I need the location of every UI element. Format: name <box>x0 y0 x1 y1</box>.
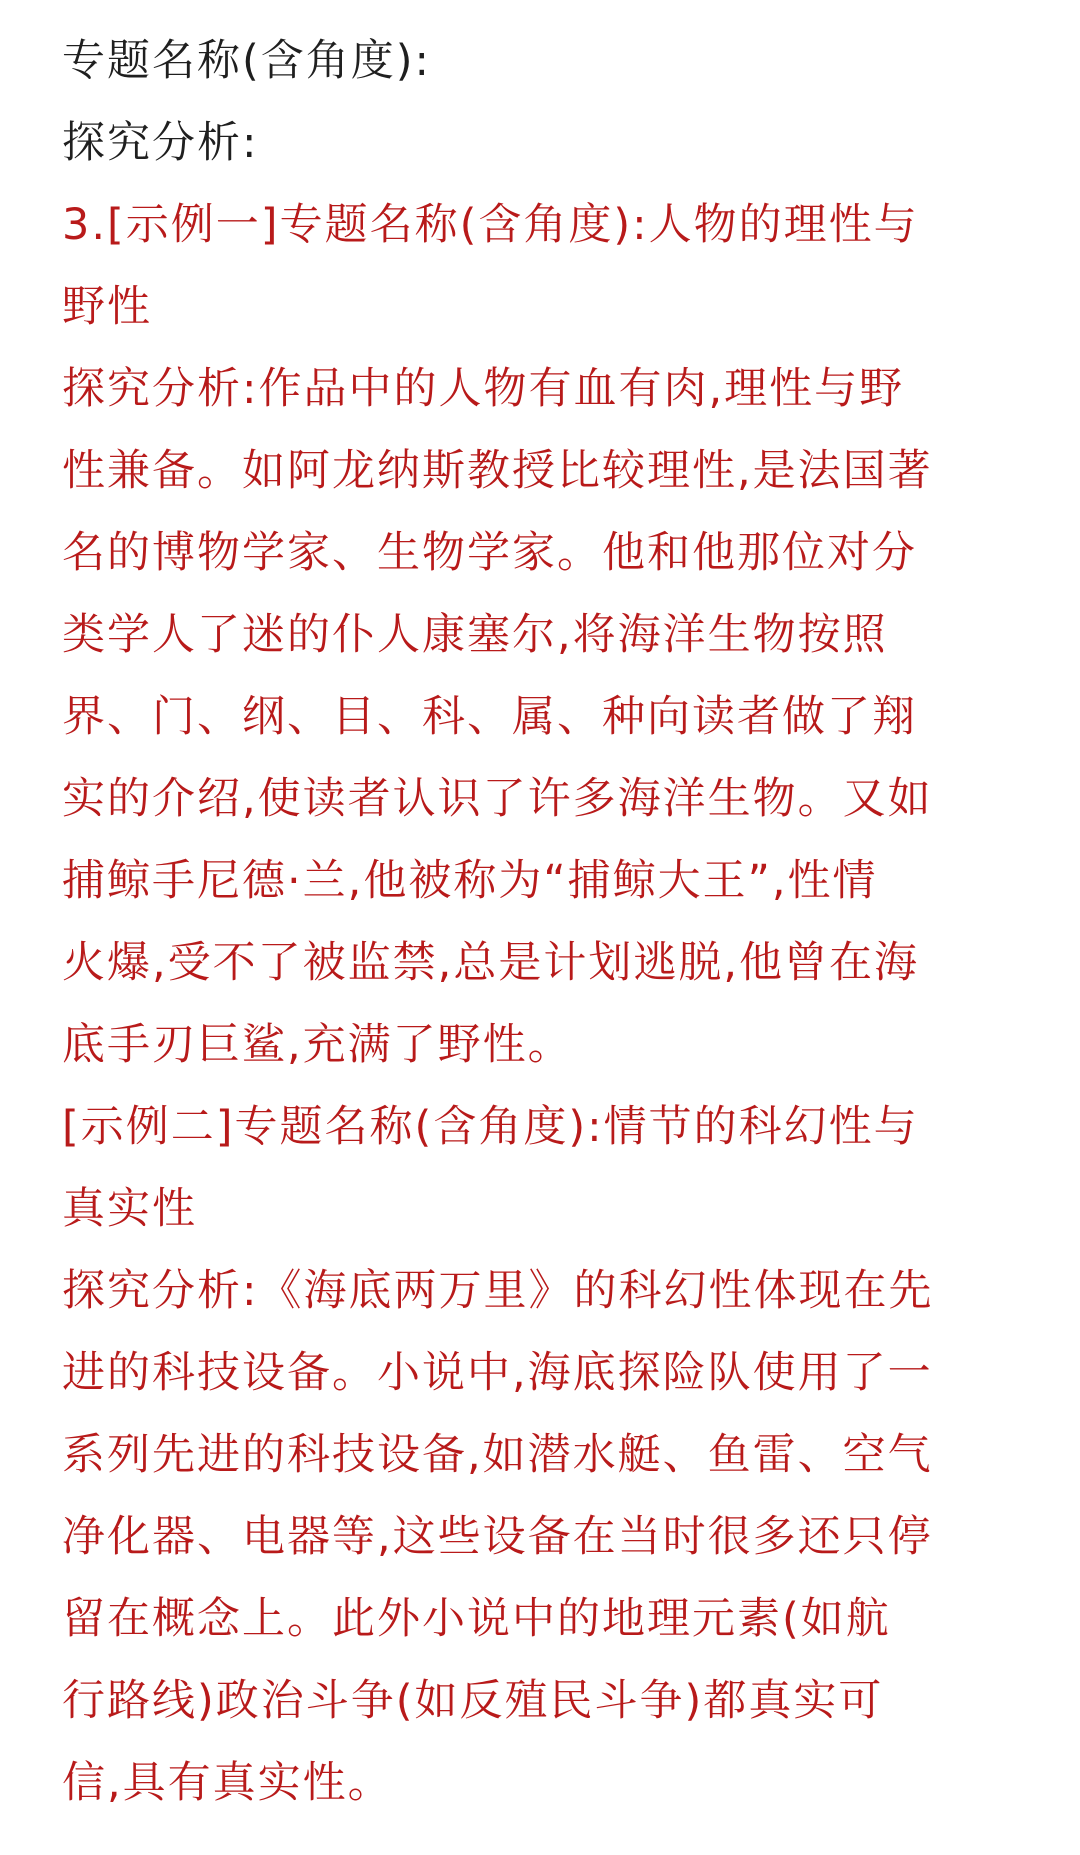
text-line: 类学人了迷的仆人康塞尔,将海洋生物按照 <box>62 610 888 660</box>
text-line: 进的科技设备。小说中,海底探险队使用了一 <box>62 1348 933 1398</box>
text-line: 名的博物学家、生物学家。他和他那位对分 <box>62 528 917 578</box>
text-line: 系列先进的科技设备,如潜水艇、鱼雷、空气 <box>62 1430 933 1480</box>
text-line: 专题名称(含角度): <box>62 36 432 86</box>
text-line: 3.[示例一]专题名称(含角度):人物的理性与 <box>62 200 919 250</box>
text-line: 实的介绍,使读者认识了许多海洋生物。又如 <box>62 774 933 824</box>
text-line: 净化器、电器等,这些设备在当时很多还只停 <box>62 1512 933 1562</box>
text-line: 捕鲸手尼德·兰,他被称为“捕鲸大王”,性情 <box>62 856 878 906</box>
text-line: 界、门、纲、目、科、属、种向读者做了翔 <box>62 692 917 742</box>
text-line: 探究分析:作品中的人物有血有肉,理性与野 <box>62 364 905 414</box>
text-line: [示例二]专题名称(含角度):情节的科幻性与 <box>62 1102 919 1152</box>
text-line: 留在概念上。此外小说中的地理元素(如航 <box>62 1594 891 1644</box>
text-line: 野性 <box>62 282 152 332</box>
text-line: 行路线)政治斗争(如反殖民斗争)都真实可 <box>62 1676 884 1726</box>
text-line: 性兼备。如阿龙纳斯教授比较理性,是法国著 <box>62 446 933 496</box>
text-line: 探究分析: <box>62 118 259 168</box>
text-line: 探究分析:《海底两万里》的科幻性体现在先 <box>62 1266 934 1316</box>
text-line: 信,具有真实性。 <box>62 1758 393 1808</box>
text-line: 底手刃巨鲨,充满了野性。 <box>62 1020 573 1070</box>
text-line: 火爆,受不了被监禁,总是计划逃脱,他曾在海 <box>62 938 920 988</box>
text-line: 真实性 <box>62 1184 197 1234</box>
